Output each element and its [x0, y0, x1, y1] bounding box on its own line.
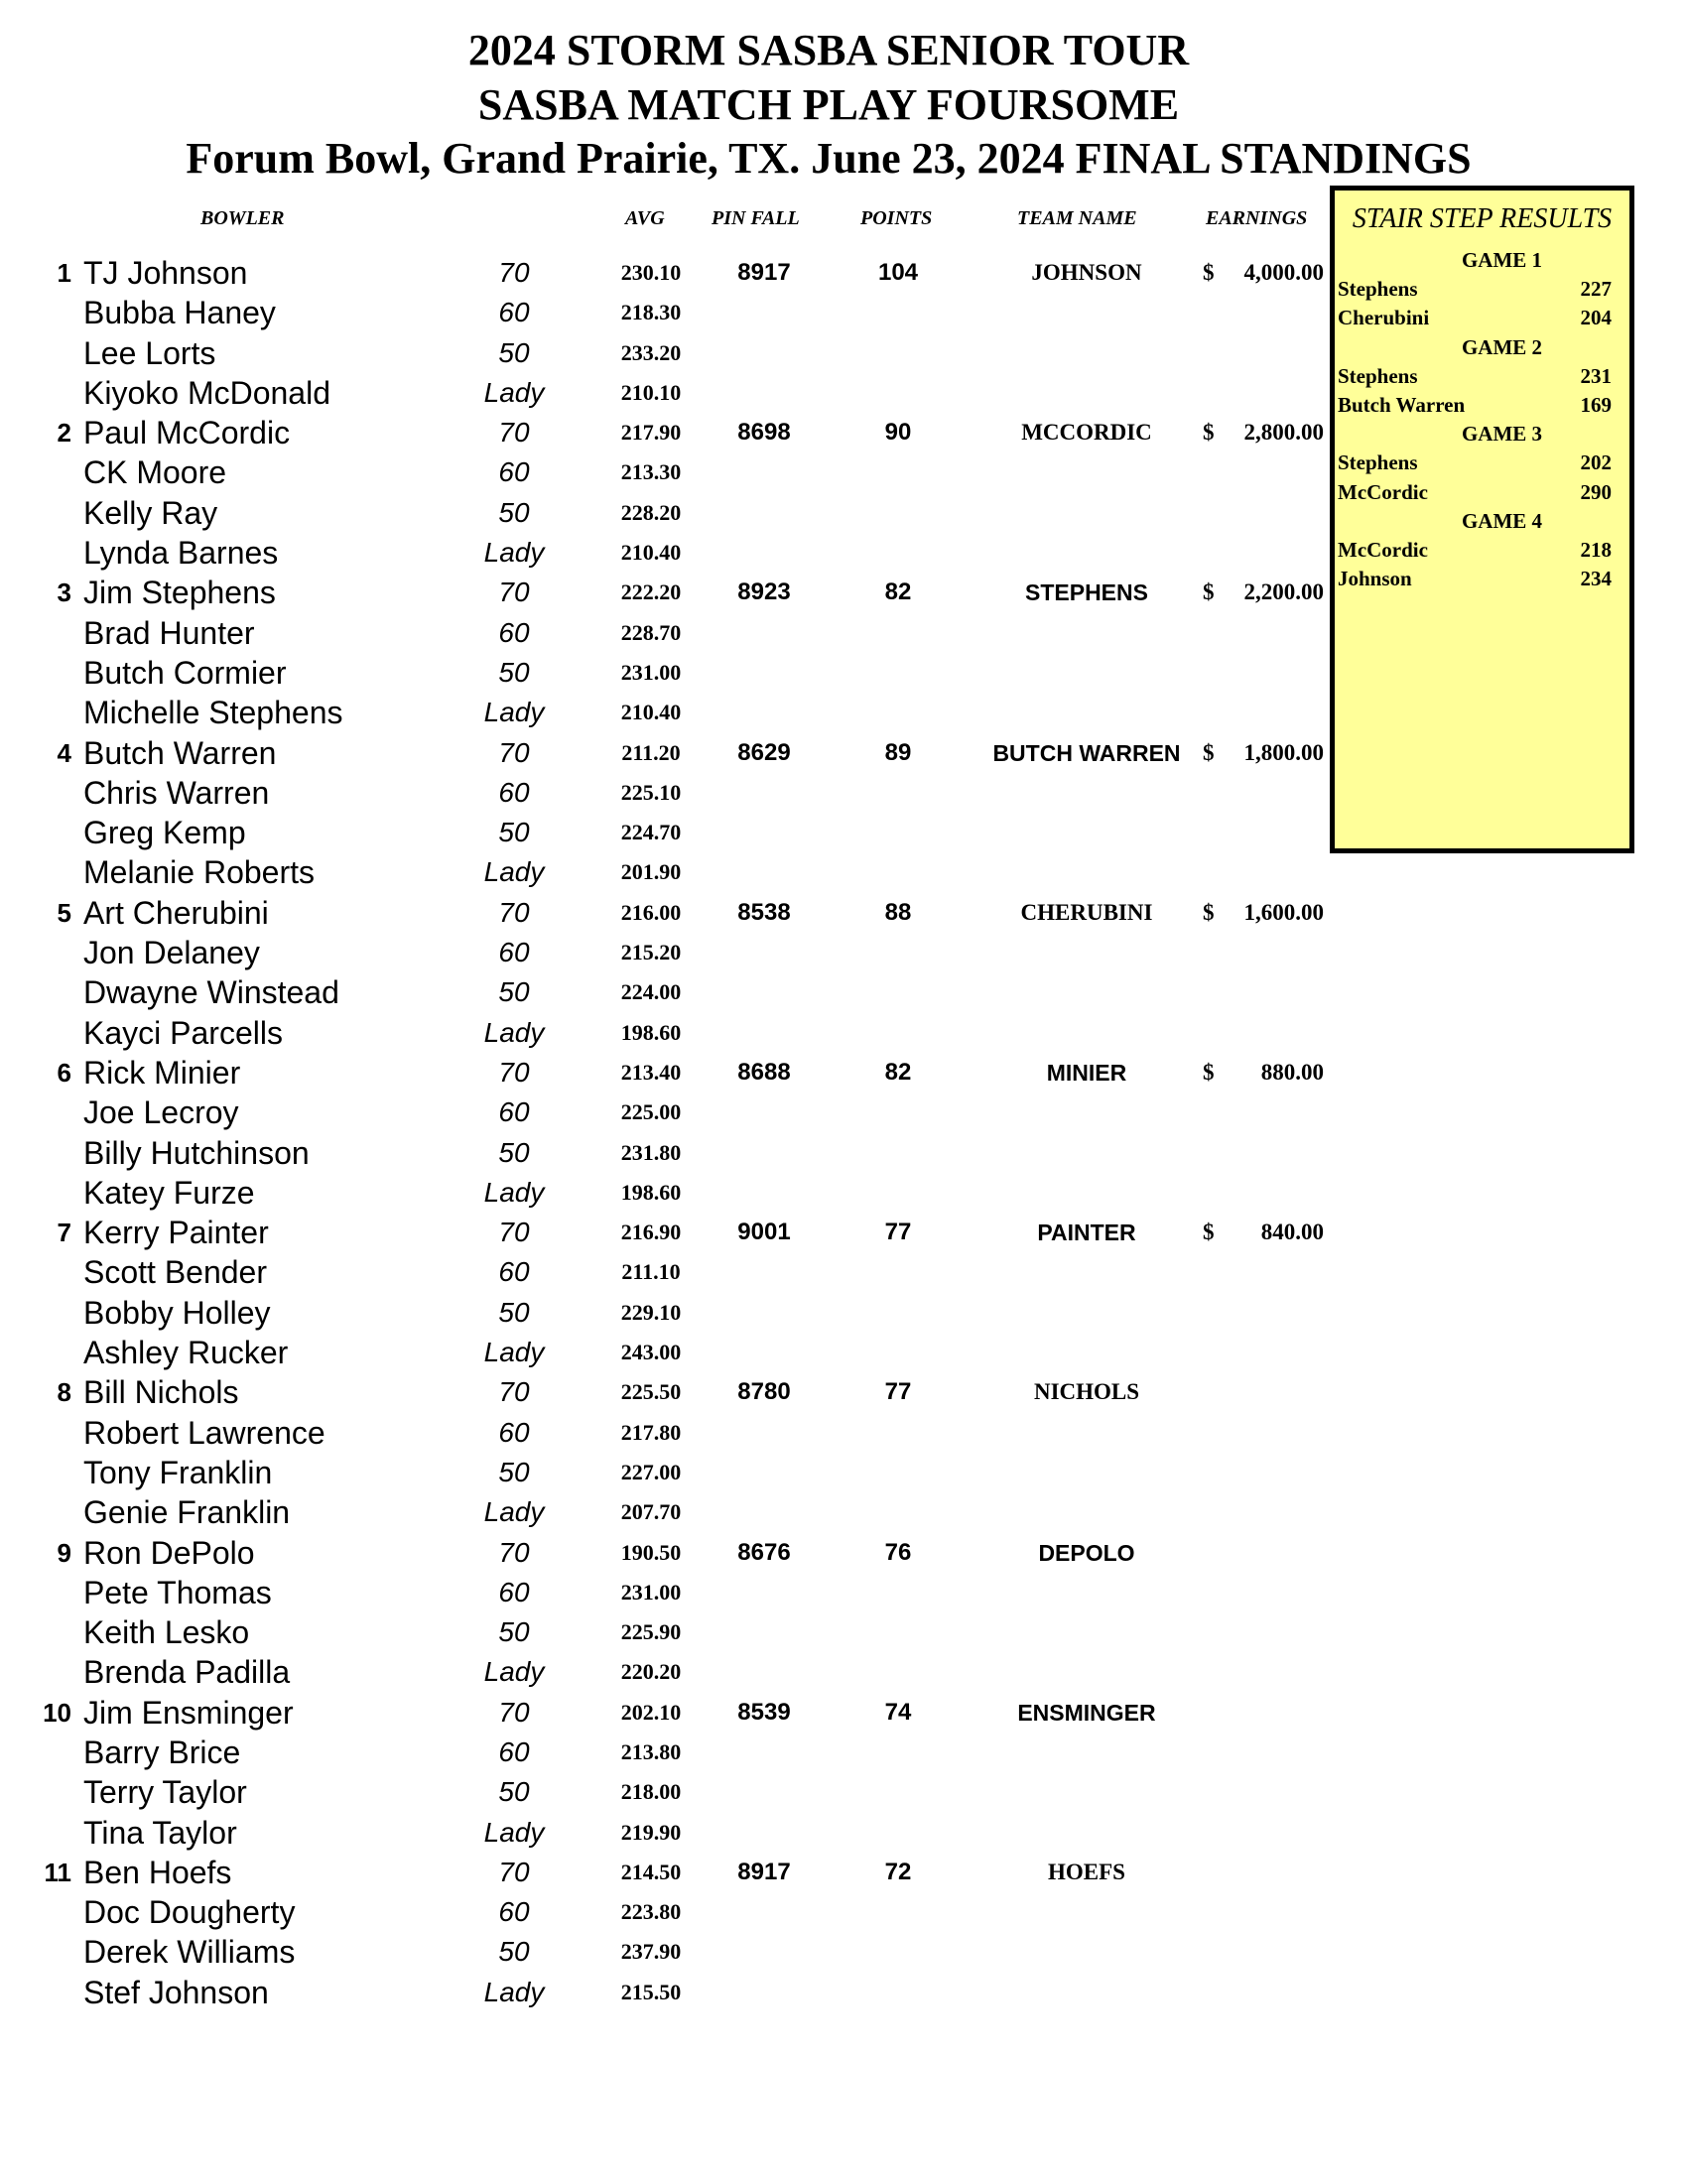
bowler-average: 225.50 — [620, 1379, 682, 1405]
bowler-division: 50 — [498, 336, 530, 368]
bowler-name: Ben Hoefs — [83, 1854, 232, 1890]
team-name: CHERUBINI — [1020, 899, 1153, 925]
bowler-division: 70 — [498, 896, 530, 928]
bowler-average: 213.80 — [620, 1738, 682, 1764]
bowler-division: 70 — [498, 417, 530, 449]
table-row — [0, 1932, 1330, 1972]
bowler-name: Rick Minier — [83, 1054, 241, 1091]
bowler-average: 202.10 — [620, 1699, 682, 1725]
table-row — [0, 333, 1330, 373]
bowler-division: 60 — [498, 456, 530, 488]
bowler-name: TJ Johnson — [83, 255, 248, 291]
bowler-division: 70 — [498, 257, 530, 288]
bowler-name: Scott Bender — [83, 1254, 267, 1291]
bowler-name: Bubba Haney — [83, 295, 276, 331]
bowler-division: 60 — [498, 1896, 530, 1928]
bowler-name: Billy Hutchinson — [83, 1134, 310, 1171]
earnings-amount: 2,800.00 — [1243, 420, 1324, 446]
bowler-name: Greg Kemp — [83, 815, 246, 851]
team-place: 11 — [44, 1857, 71, 1887]
stair-result-name: Butch Warren — [1338, 393, 1466, 417]
bowler-division: 70 — [498, 1536, 530, 1568]
team-pin-fall: 8780 — [737, 1378, 791, 1406]
team-name: JOHNSON — [1031, 260, 1142, 285]
bowler-division: 60 — [498, 1735, 530, 1767]
stair-game-label: GAME 1 — [1461, 248, 1543, 272]
stair-game-label: GAME 4 — [1461, 508, 1543, 533]
table-row — [0, 1652, 1330, 1692]
stair-result-score: 202 — [1580, 450, 1612, 475]
bowler-division: Lady — [483, 1976, 545, 2007]
team-pin-fall: 8539 — [737, 1698, 791, 1726]
team-points: 74 — [884, 1698, 912, 1726]
bowler-average: 190.50 — [620, 1539, 682, 1565]
bowler-average: 219.90 — [620, 1819, 682, 1845]
bowler-division: Lady — [483, 376, 545, 408]
bowler-average: 237.90 — [620, 1939, 682, 1965]
bowler-name: Ashley Rucker — [83, 1335, 289, 1371]
header-pin-fall: PIN FALL — [712, 207, 800, 229]
bowler-division: 50 — [498, 1936, 530, 1968]
table-row — [0, 1092, 1330, 1132]
team-pin-fall: 8629 — [737, 738, 791, 766]
table-row — [0, 1213, 1330, 1252]
table-row — [0, 773, 1330, 813]
table-row — [0, 613, 1330, 653]
team-name: DEPOLO — [1038, 1539, 1135, 1566]
standings-table — [0, 253, 1330, 2012]
stair-result-name: Stephens — [1338, 277, 1418, 302]
bowler-name: Jim Ensminger — [83, 1694, 294, 1731]
team-place: 5 — [57, 897, 71, 928]
bowler-average: 218.00 — [620, 1779, 682, 1805]
bowler-name: CK Moore — [83, 454, 227, 491]
team-points: 88 — [884, 898, 912, 926]
team-points: 90 — [884, 419, 912, 447]
bowler-average: 224.70 — [620, 820, 682, 845]
bowler-average: 213.30 — [620, 459, 682, 485]
bowler-average: 211.10 — [621, 1259, 681, 1285]
bowler-name: Jim Stephens — [83, 575, 276, 611]
bowler-name: Pete Thomas — [83, 1574, 272, 1610]
team-place: 2 — [57, 418, 71, 449]
bowler-name: Genie Franklin — [83, 1494, 291, 1531]
bowler-name: Art Cherubini — [83, 894, 269, 931]
table-row — [0, 1133, 1330, 1173]
bowler-division: 60 — [498, 1256, 530, 1288]
stair-result-score: 227 — [1580, 277, 1612, 302]
bowler-division: 70 — [498, 1856, 530, 1887]
bowler-division: 60 — [498, 937, 530, 968]
stair-result-name: Cherubini — [1338, 306, 1430, 330]
table-row — [0, 1413, 1330, 1453]
table-row — [0, 1372, 1330, 1412]
bowler-average: 215.20 — [620, 940, 682, 965]
stair-result-score: 204 — [1580, 306, 1612, 330]
bowler-division: Lady — [483, 1816, 545, 1848]
bowler-division: 70 — [498, 1217, 530, 1248]
bowler-average: 228.20 — [620, 499, 682, 525]
currency-symbol: $ — [1203, 579, 1215, 605]
team-points: 82 — [884, 578, 912, 606]
bowler-name: Terry Taylor — [83, 1774, 247, 1811]
bowler-division: 60 — [498, 616, 530, 648]
team-pin-fall: 8917 — [737, 1858, 791, 1885]
bowler-division: 50 — [498, 1456, 530, 1487]
table-row — [0, 1333, 1330, 1372]
bowler-division: 60 — [498, 776, 530, 808]
table-row — [0, 1973, 1330, 2012]
bowler-average: 228.70 — [620, 619, 682, 645]
table-row — [0, 852, 1330, 892]
currency-symbol: $ — [1203, 1059, 1215, 1085]
bowler-name: Kayci Parcells — [83, 1014, 283, 1051]
bowler-average: 218.30 — [620, 300, 682, 325]
bowler-division: Lady — [483, 856, 545, 888]
team-pin-fall: 9001 — [737, 1219, 791, 1246]
stair-result — [1335, 559, 1629, 598]
stair-result-score: 218 — [1580, 538, 1612, 562]
bowler-average: 214.50 — [620, 1859, 682, 1884]
bowler-division: 60 — [498, 1576, 530, 1607]
bowler-average: 223.80 — [620, 1899, 682, 1925]
team-points: 104 — [877, 259, 919, 286]
bowler-average: 220.20 — [620, 1659, 682, 1685]
bowler-division: 60 — [498, 1416, 530, 1448]
table-row — [0, 1173, 1330, 1213]
bowler-average: 213.40 — [620, 1059, 682, 1085]
bowler-name: Dwayne Winstead — [83, 974, 339, 1011]
bowler-average: 207.70 — [620, 1499, 682, 1525]
team-pin-fall: 8923 — [737, 578, 791, 606]
stair-game-label: GAME 3 — [1461, 422, 1543, 447]
team-place: 3 — [57, 578, 71, 608]
bowler-average: 210.10 — [620, 379, 682, 405]
stair-result-name: Stephens — [1338, 450, 1418, 475]
table-row — [0, 452, 1330, 492]
bowler-average: 217.90 — [620, 420, 682, 446]
table-row — [0, 1733, 1330, 1772]
team-place: 10 — [43, 1697, 71, 1728]
stair-result-score: 169 — [1580, 393, 1612, 417]
table-row — [0, 1053, 1330, 1092]
table-row — [0, 1772, 1330, 1812]
earnings-amount: 1,800.00 — [1243, 739, 1324, 765]
currency-symbol: $ — [1203, 420, 1215, 446]
table-row — [0, 653, 1330, 693]
team-points: 72 — [884, 1858, 912, 1885]
bowler-average: 225.00 — [620, 1099, 682, 1125]
bowler-average: 229.10 — [620, 1299, 682, 1325]
stair-step-panel — [1330, 186, 1634, 853]
bowler-division: Lady — [483, 1176, 545, 1208]
earnings-amount: 4,000.00 — [1243, 260, 1324, 285]
stair-result-score: 290 — [1580, 479, 1612, 504]
bowler-division: 70 — [498, 577, 530, 608]
bowler-average: 216.90 — [620, 1220, 682, 1245]
stair-result-name: Johnson — [1338, 567, 1412, 591]
bowler-average: 201.90 — [620, 859, 682, 885]
table-row — [0, 493, 1330, 533]
team-pin-fall: 8917 — [737, 259, 791, 286]
table-row — [0, 253, 1330, 293]
stair-step-title: STAIR STEP RESULTS — [1352, 203, 1613, 234]
bowler-division: 50 — [498, 817, 530, 848]
bowler-division: 50 — [498, 1776, 530, 1808]
bowler-name: Michelle Stephens — [83, 695, 343, 731]
team-pin-fall: 8688 — [737, 1058, 791, 1086]
bowler-average: 243.00 — [620, 1340, 682, 1365]
team-place: 9 — [57, 1537, 71, 1568]
header-points: POINTS — [860, 207, 933, 229]
stair-result-name: McCordic — [1338, 538, 1428, 562]
bowler-name: Butch Warren — [83, 734, 277, 771]
bowler-name: Lee Lorts — [83, 334, 216, 371]
bowler-name: Chris Warren — [83, 774, 270, 811]
bowler-name: Robert Lawrence — [83, 1414, 325, 1451]
earnings-amount: 840.00 — [1260, 1220, 1324, 1245]
bowler-division: Lady — [483, 1656, 545, 1688]
bowler-average: 230.10 — [620, 260, 682, 285]
bowler-division: Lady — [483, 1337, 545, 1368]
header-bowler: BOWLER — [200, 207, 285, 229]
header-earnings: EARNINGS — [1206, 207, 1308, 229]
bowler-name: Melanie Roberts — [83, 854, 315, 891]
team-points: 82 — [884, 1058, 912, 1086]
bowler-average: 227.00 — [620, 1459, 682, 1484]
table-row — [0, 893, 1330, 933]
bowler-division: 70 — [498, 1696, 530, 1728]
team-points: 89 — [884, 738, 912, 766]
bowler-division: 50 — [498, 1296, 530, 1328]
bowler-average: 198.60 — [620, 1179, 682, 1205]
bowler-division: 70 — [498, 736, 530, 768]
bowler-division: Lady — [483, 697, 545, 728]
table-row — [0, 1013, 1330, 1053]
bowler-average: 210.40 — [620, 700, 682, 725]
bowler-name: Brad Hunter — [83, 614, 255, 651]
team-points: 76 — [884, 1538, 912, 1566]
table-row — [0, 1853, 1330, 1892]
table-row — [0, 1693, 1330, 1733]
bowler-average: 216.00 — [620, 899, 682, 925]
bowler-average: 231.00 — [620, 1579, 682, 1605]
bowler-average: 233.20 — [620, 339, 682, 365]
title-line-3: Forum Bowl, Grand Prairie, TX. June 23, 2024 FINAL STANDINGS — [186, 134, 1472, 183]
bowler-division: 70 — [498, 1376, 530, 1408]
currency-symbol: $ — [1203, 260, 1215, 285]
title-line-2: SASBA MATCH PLAY FOURSOME — [477, 80, 1180, 129]
bowler-name: Lynda Barnes — [83, 535, 279, 572]
bowler-average: 231.00 — [620, 659, 682, 685]
team-place: 8 — [57, 1377, 71, 1408]
bowler-average: 215.50 — [620, 1979, 682, 2004]
table-row — [0, 1573, 1330, 1612]
stair-result-name: McCordic — [1338, 479, 1428, 504]
team-place: 1 — [57, 258, 71, 288]
currency-symbol: $ — [1203, 899, 1215, 925]
table-row — [0, 1492, 1330, 1532]
bowler-average: 224.00 — [620, 979, 682, 1005]
bowler-average: 225.90 — [620, 1619, 682, 1645]
table-row — [0, 972, 1330, 1012]
bowler-name: Butch Cormier — [83, 654, 287, 691]
earnings-amount: 880.00 — [1260, 1059, 1324, 1085]
table-row — [0, 573, 1330, 612]
team-name: HOEFS — [1048, 1859, 1125, 1884]
team-name: ENSMINGER — [1017, 1699, 1156, 1726]
team-name: STEPHENS — [1025, 579, 1148, 606]
bowler-name: Paul McCordic — [83, 415, 291, 451]
bowler-name: Brenda Padilla — [83, 1654, 291, 1691]
team-name: MCCORDIC — [1021, 420, 1152, 446]
currency-symbol: $ — [1203, 1220, 1215, 1245]
bowler-name: Kerry Painter — [83, 1215, 269, 1251]
table-row — [0, 1813, 1330, 1853]
table-row — [0, 733, 1330, 773]
team-place: 6 — [57, 1057, 71, 1088]
table-row — [0, 813, 1330, 852]
header-team-name: TEAM NAME — [1017, 207, 1137, 229]
bowler-name: Derek Williams — [83, 1934, 296, 1971]
bowler-average: 225.10 — [620, 779, 682, 805]
table-row — [0, 373, 1330, 413]
bowler-name: Bobby Holley — [83, 1294, 271, 1331]
team-name: NICHOLS — [1033, 1379, 1140, 1405]
title-line-1: 2024 STORM SASBA SENIOR TOUR — [467, 26, 1190, 74]
stair-game-label: GAME 2 — [1461, 334, 1543, 359]
table-row — [0, 1612, 1330, 1652]
team-name: PAINTER — [1037, 1220, 1136, 1246]
table-row — [0, 293, 1330, 332]
bowler-division: 50 — [498, 976, 530, 1008]
bowler-average: 210.40 — [620, 540, 682, 566]
bowler-division: Lady — [483, 537, 545, 569]
bowler-name: Tina Taylor — [83, 1814, 237, 1851]
bowler-average: 198.60 — [620, 1019, 682, 1045]
table-row — [0, 1892, 1330, 1932]
bowler-name: Barry Brice — [83, 1734, 241, 1770]
bowler-name: Joe Lecroy — [83, 1094, 239, 1131]
bowler-average: 222.20 — [620, 579, 682, 605]
bowler-name: Tony Franklin — [83, 1454, 273, 1490]
stair-result-score: 231 — [1580, 363, 1612, 388]
stair-result-name: Stephens — [1338, 363, 1418, 388]
table-row — [0, 413, 1330, 452]
stair-result-score: 234 — [1580, 567, 1612, 591]
table-row — [0, 1453, 1330, 1492]
table-row — [0, 533, 1330, 573]
team-points: 77 — [884, 1378, 912, 1406]
team-pin-fall: 8698 — [737, 419, 791, 447]
bowler-division: 50 — [498, 1136, 530, 1168]
bowler-average: 211.20 — [621, 739, 681, 765]
currency-symbol: $ — [1203, 739, 1215, 765]
table-row — [0, 933, 1330, 972]
table-row — [0, 1293, 1330, 1333]
bowler-division: Lady — [483, 1016, 545, 1048]
bowler-division: 60 — [498, 1096, 530, 1128]
team-pin-fall: 8538 — [737, 898, 791, 926]
table-row — [0, 693, 1330, 732]
bowler-name: Katey Furze — [83, 1174, 255, 1211]
bowler-name: Bill Nichols — [83, 1374, 239, 1411]
bowler-name: Doc Dougherty — [83, 1894, 296, 1931]
bowler-division: 60 — [498, 297, 530, 328]
bowler-division: 50 — [498, 496, 530, 528]
table-row — [0, 1533, 1330, 1573]
earnings-amount: 2,200.00 — [1243, 579, 1324, 605]
earnings-amount: 1,600.00 — [1243, 899, 1324, 925]
bowler-name: Ron DePolo — [83, 1534, 255, 1571]
bowler-average: 231.80 — [620, 1139, 682, 1165]
bowler-average: 217.80 — [620, 1419, 682, 1445]
header-avg: AVG — [625, 207, 665, 229]
bowler-division: 50 — [498, 1616, 530, 1648]
bowler-division: Lady — [483, 1496, 545, 1528]
bowler-name: Stef Johnson — [83, 1974, 269, 2010]
bowler-name: Jon Delaney — [83, 935, 260, 971]
bowler-division: 50 — [498, 656, 530, 688]
team-place: 4 — [57, 737, 71, 768]
team-name: MINIER — [1046, 1059, 1127, 1086]
team-points: 77 — [884, 1219, 912, 1246]
team-name: BUTCH WARREN — [992, 739, 1181, 766]
bowler-division: 70 — [498, 1056, 530, 1088]
team-pin-fall: 8676 — [737, 1538, 791, 1566]
bowler-name: Keith Lesko — [83, 1614, 250, 1651]
bowler-name: Kelly Ray — [83, 494, 218, 531]
table-row — [0, 1252, 1330, 1292]
team-place: 7 — [57, 1218, 71, 1248]
bowler-name: Kiyoko McDonald — [83, 374, 330, 411]
